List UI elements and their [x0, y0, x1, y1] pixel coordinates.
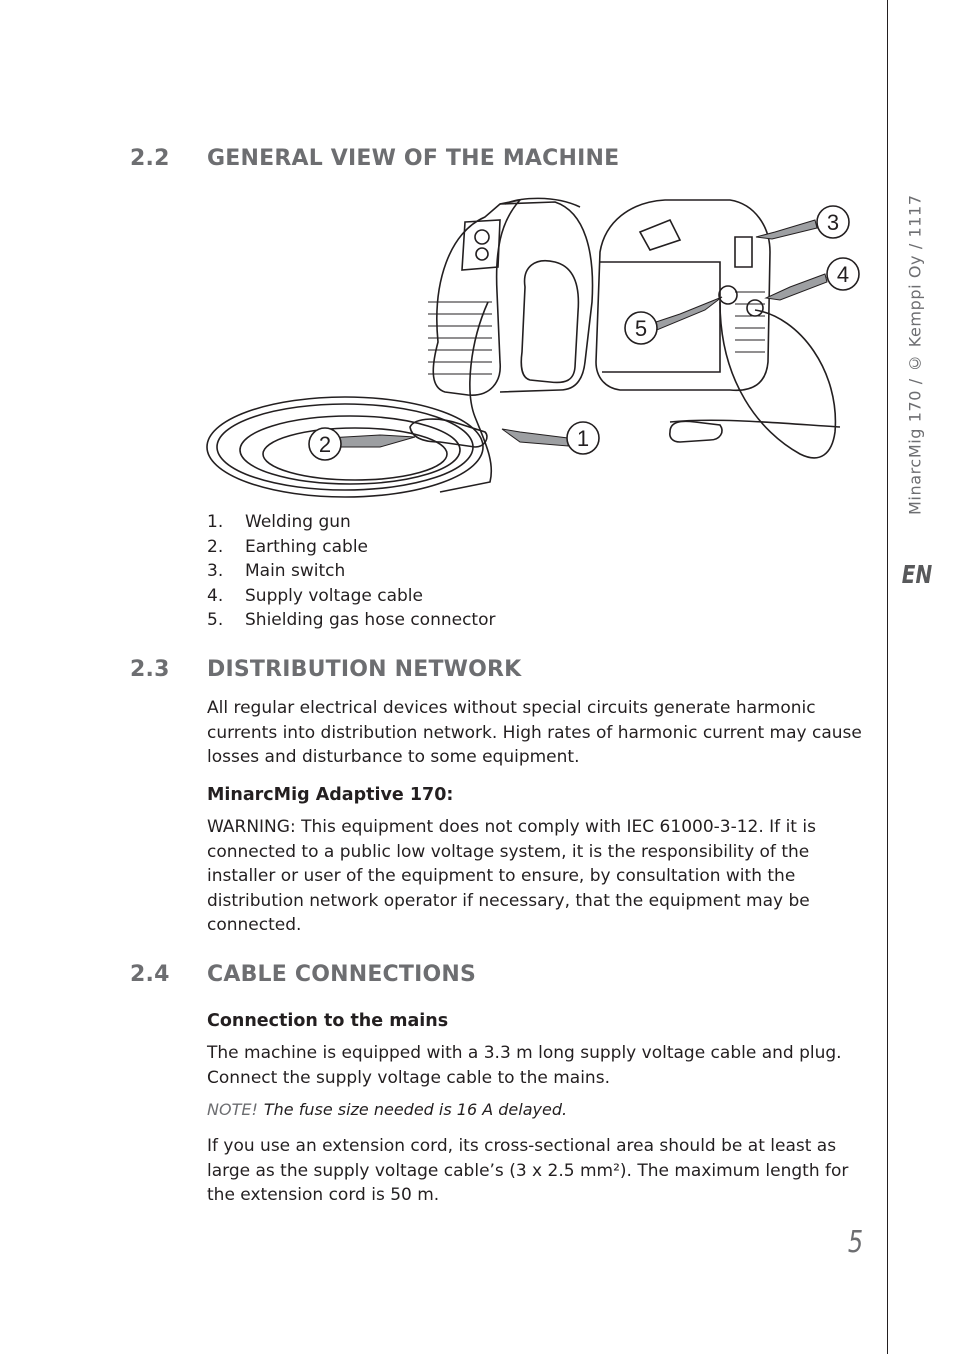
page-number: 5	[847, 1225, 864, 1260]
callout-5: 5	[634, 316, 648, 341]
parts-list	[207, 510, 495, 633]
note-text: The fuse size needed is 16 A delayed.	[263, 1100, 568, 1119]
list-label: Main switch	[245, 561, 346, 582]
fuse-note	[207, 1100, 567, 1119]
section-title: CABLE CONNECTIONS	[207, 962, 477, 987]
section-title: DISTRIBUTION NETWORK	[207, 657, 522, 682]
list-item	[207, 584, 495, 609]
list-label: Welding gun	[245, 512, 351, 532]
callout-1: 1	[576, 426, 590, 451]
callout-2: 2	[318, 432, 332, 457]
model-subheading: MinarcMig Adaptive 170:	[207, 785, 454, 805]
machine-illustration	[200, 192, 865, 510]
list-item	[207, 608, 495, 633]
mains-body: The machine is equipped with a 3.3 m long supply voltage cable and plug. Connect the supply voltage cable to the mains.	[207, 1043, 842, 1088]
section-number: 2.4	[130, 962, 170, 987]
section-title: GENERAL VIEW OF THE MACHINE	[207, 146, 620, 171]
list-label: Shielding gas hose connector	[245, 610, 496, 631]
running-footer-text: MinarcMig 170 / © Kemppi Oy / 1117	[905, 194, 925, 515]
section-number: 2.2	[130, 146, 170, 171]
language-tab: EN	[901, 560, 933, 589]
note-label: NOTE!	[207, 1100, 258, 1119]
extension-cord-body: If you use an extension cord, its cross-sectional area should be at least as large as the supply voltage cable’s (3 x 2.5 mm²). The maximum length for the extension cord is 50 m.	[207, 1136, 849, 1205]
warning-text: WARNING: This equipment does not comply with IEC 61000-3-12. If it is connected to a public low voltage system, it is the responsibility of the installer or user of the equipment to ensure, by consultation with the distribution network operator if necessary, that the equipment may be connected.	[207, 817, 816, 935]
distribution-intro: All regular electrical devices without special circuits generate harmonic currents into distribution network. High rates of harmonic current may cause losses and disturbance to some equipment.	[207, 698, 862, 767]
list-number: 2.	[207, 536, 224, 557]
callout-4: 4	[836, 262, 850, 287]
section-number: 2.3	[130, 657, 170, 682]
margin-rule	[887, 0, 888, 1354]
list-item	[207, 535, 495, 560]
list-item	[207, 559, 495, 584]
list-label: Supply voltage cable	[245, 585, 423, 606]
list-label: Earthing cable	[245, 536, 369, 557]
list-number: 3.	[207, 561, 224, 582]
list-number: 5.	[207, 610, 224, 631]
mains-subheading: Connection to the mains	[207, 1011, 449, 1031]
list-number: 4.	[207, 585, 224, 606]
callout-3: 3	[826, 210, 840, 235]
list-item	[207, 510, 495, 535]
list-number: 1.	[207, 512, 224, 532]
